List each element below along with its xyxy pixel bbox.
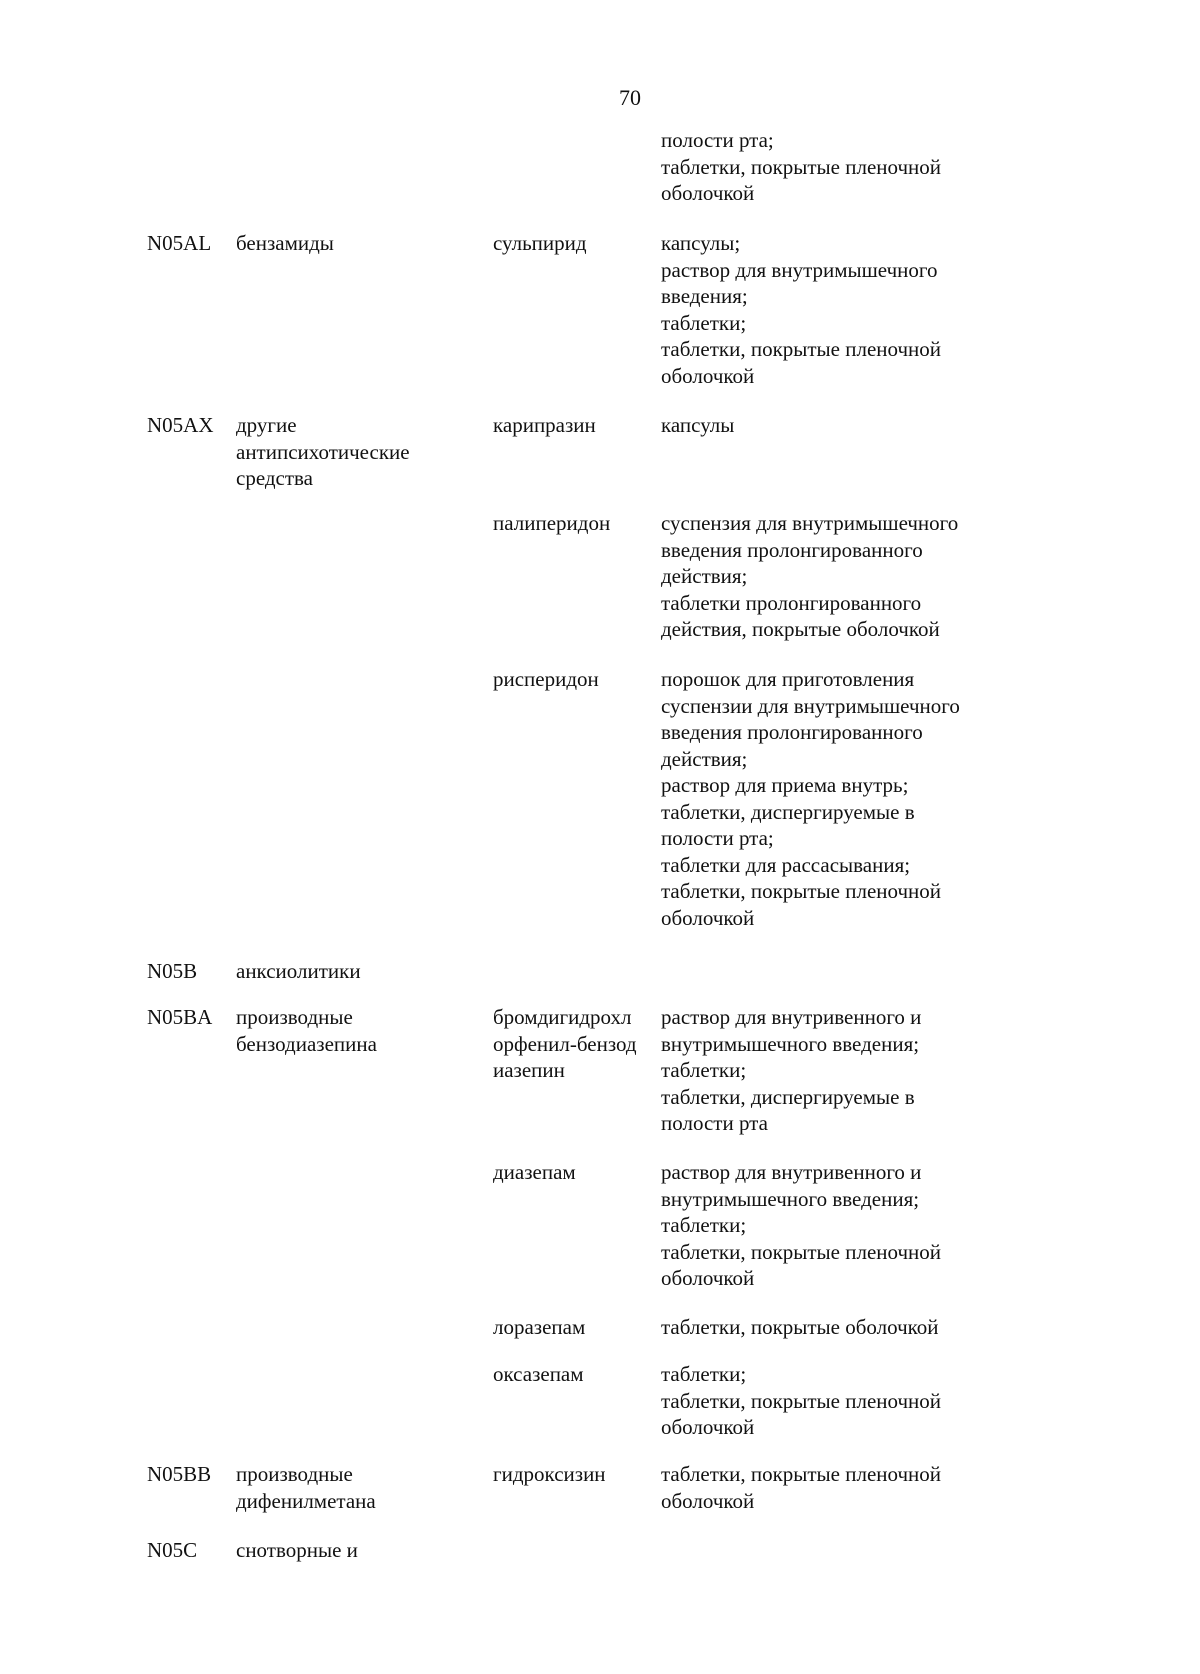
- group-name: другие антипсихотические средства: [236, 413, 410, 490]
- dosage-forms: капсулы; раствор для внутримышечного введения; таблетки; таблетки, покрытые пленочной оболочкой: [661, 231, 942, 388]
- drug-name: сульпирид: [493, 231, 587, 255]
- dosage-forms: раствор для внутривенного и внутримышечного введения; таблетки; таблетки, покрытые пленочной оболочкой: [661, 1160, 942, 1290]
- group-name: производные бензодиазепина: [236, 1005, 377, 1056]
- group-name: снотворные и: [236, 1538, 358, 1562]
- group-name: бензамиды: [236, 231, 334, 255]
- drug-name: оксазепам: [493, 1362, 584, 1386]
- atc-code: N05AX: [147, 413, 214, 437]
- drug-name: бромдигидрохл орфенил-бензод иазепин: [493, 1005, 637, 1082]
- dosage-forms: суспензия для внутримышечного введения пролонгированного действия; таблетки пролонгированного действия, покрытые оболочкой: [661, 511, 959, 641]
- drug-name: гидроксизин: [493, 1462, 606, 1486]
- dosage-forms: таблетки, покрытые пленочной оболочкой: [661, 1462, 942, 1513]
- dosage-forms: капсулы: [661, 413, 735, 437]
- atc-code: N05B: [147, 959, 198, 983]
- dosage-forms: таблетки, покрытые оболочкой: [661, 1315, 939, 1339]
- dosage-forms: порошок для приготовления суспензии для внутримышечного введения пролонгированного действия; раствор для приема внутрь; таблетки, диспергируемые в полости рта; таблетки для рассасывания; таблетки, покрытые пленочной оболочкой: [661, 667, 960, 930]
- dosage-forms: таблетки; таблетки, покрытые пленочной оболочкой: [661, 1362, 942, 1439]
- drug-name: рисперидон: [493, 667, 599, 691]
- drug-name: палиперидон: [493, 511, 611, 535]
- atc-code: N05C: [147, 1538, 198, 1562]
- group-name: производные дифенилметана: [236, 1462, 376, 1513]
- dosage-forms: полости рта; таблетки, покрытые пленочной оболочкой: [661, 128, 942, 205]
- drug-name: карипразин: [493, 413, 596, 437]
- atc-code: N05BA: [147, 1005, 213, 1029]
- drug-name: диазепам: [493, 1160, 576, 1184]
- group-name: анксиолитики: [236, 959, 361, 983]
- drug-name: лоразепам: [493, 1315, 586, 1339]
- atc-code: N05AL: [147, 231, 212, 255]
- dosage-forms: раствор для внутривенного и внутримышечного введения; таблетки; таблетки, диспергируемые в полости рта: [661, 1005, 922, 1135]
- page-number: 70: [619, 85, 641, 110]
- atc-code: N05BB: [147, 1462, 212, 1486]
